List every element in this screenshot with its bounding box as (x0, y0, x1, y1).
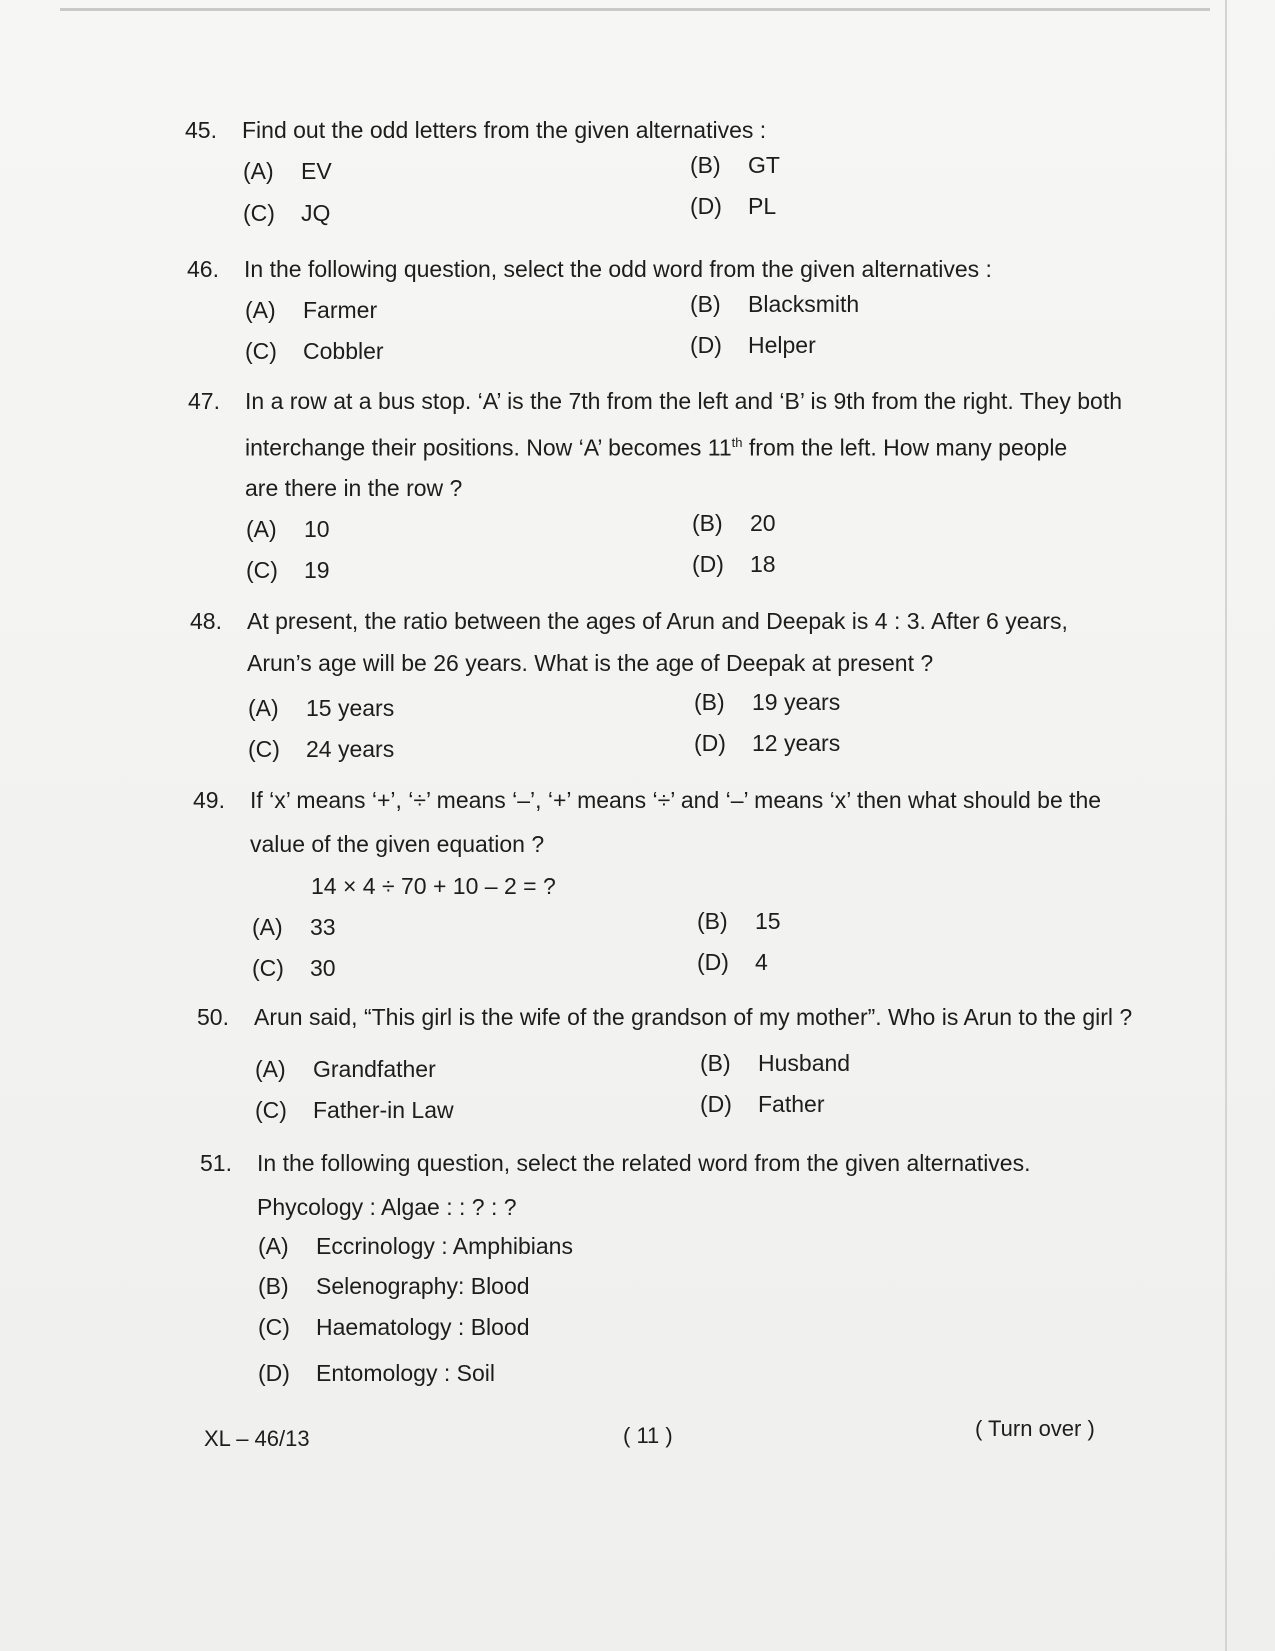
option-49-c[interactable]: (C) 30 (252, 955, 336, 981)
question-stem-line-1: In a row at a bus stop. ‘A’ is the 7th from the left and ‘B’ is 9th from the right. They both (245, 388, 1122, 414)
page-edge-right (1225, 0, 1227, 1651)
question-number: 50. (197, 1004, 229, 1030)
question-stem-line-3: are there in the row ? (245, 475, 463, 501)
question-stem: In the following question, select the odd word from the given alternatives : (244, 256, 992, 282)
option-48-a[interactable]: (A) 15 years (248, 695, 395, 721)
page-edge-top (60, 8, 1210, 11)
option-50-a[interactable]: (A) Grandfather (255, 1056, 436, 1082)
option-46-a[interactable]: (A) Farmer (245, 297, 378, 323)
question-stem-line-2: interchange their positions. Now ‘A’ becomes 11th from the left. How many people (245, 434, 1068, 461)
question-number: 49. (193, 787, 225, 813)
option-49-d[interactable]: (D) 4 (697, 949, 768, 975)
option-49-b[interactable]: (B) 15 (697, 908, 781, 934)
question-stem-line-2: value of the given equation ? (250, 831, 545, 857)
option-48-d[interactable]: (D) 12 years (694, 730, 841, 756)
option-51-b[interactable]: (B) Selenography: Blood (258, 1273, 530, 1299)
option-45-d[interactable]: (D) PL (690, 193, 777, 219)
question-number: 46. (187, 256, 219, 282)
question-stem-line-2: Arun’s age will be 26 years. What is the age of Deepak at present ? (247, 650, 934, 676)
question-stem: In the following question, select the related word from the given alternatives. (257, 1150, 1031, 1176)
option-48-c[interactable]: (C) 24 years (248, 736, 395, 762)
turn-over-note: ( Turn over ) (975, 1416, 1095, 1441)
option-49-a[interactable]: (A) 33 (252, 914, 336, 940)
option-46-c[interactable]: (C) Cobbler (245, 338, 384, 364)
option-51-d[interactable]: (D) Entomology : Soil (258, 1360, 495, 1386)
analogy-prompt: Phycology : Algae : : ? : ? (257, 1194, 517, 1220)
option-50-c[interactable]: (C) Father-in Law (255, 1097, 454, 1123)
option-46-d[interactable]: (D) Helper (690, 332, 816, 358)
equation: 14 × 4 ÷ 70 + 10 – 2 = ? (311, 873, 556, 899)
option-45-b[interactable]: (B) GT (690, 152, 780, 178)
question-number: 47. (188, 388, 220, 414)
option-45-a[interactable]: (A) EV (243, 158, 332, 184)
option-47-d[interactable]: (D) 18 (692, 551, 776, 577)
option-47-a[interactable]: (A) 10 (246, 516, 330, 542)
question-number: 51. (200, 1150, 232, 1176)
option-50-b[interactable]: (B) Husband (700, 1050, 851, 1076)
question-stem: Find out the odd letters from the given alternatives : (242, 117, 767, 143)
option-48-b[interactable]: (B) 19 years (694, 689, 841, 715)
page-number: ( 11 ) (623, 1423, 673, 1448)
question-number: 48. (190, 608, 222, 634)
option-47-b[interactable]: (B) 20 (692, 510, 776, 536)
option-46-b[interactable]: (B) Blacksmith (690, 291, 860, 317)
option-51-a[interactable]: (A) Eccrinology : Amphibians (258, 1233, 573, 1259)
question-number: 45. (185, 117, 217, 143)
option-51-c[interactable]: (C) Haematology : Blood (258, 1314, 530, 1340)
question-stem-line-1: If ‘x’ means ‘+’, ‘÷’ means ‘–’, ‘+’ means ‘÷’ and ‘–’ means ‘x’ then what should be the (250, 787, 1102, 813)
option-45-c[interactable]: (C) JQ (243, 200, 331, 226)
paper-code: XL – 46/13 (204, 1426, 310, 1451)
option-50-d[interactable]: (D) Father (700, 1091, 825, 1117)
question-stem: Arun said, “This girl is the wife of the grandson of my mother”. Who is Arun to the girl ? (254, 1004, 1133, 1030)
question-stem-line-1: At present, the ratio between the ages of Arun and Deepak is 4 : 3. After 6 years, (247, 608, 1068, 634)
option-47-c[interactable]: (C) 19 (246, 557, 330, 583)
